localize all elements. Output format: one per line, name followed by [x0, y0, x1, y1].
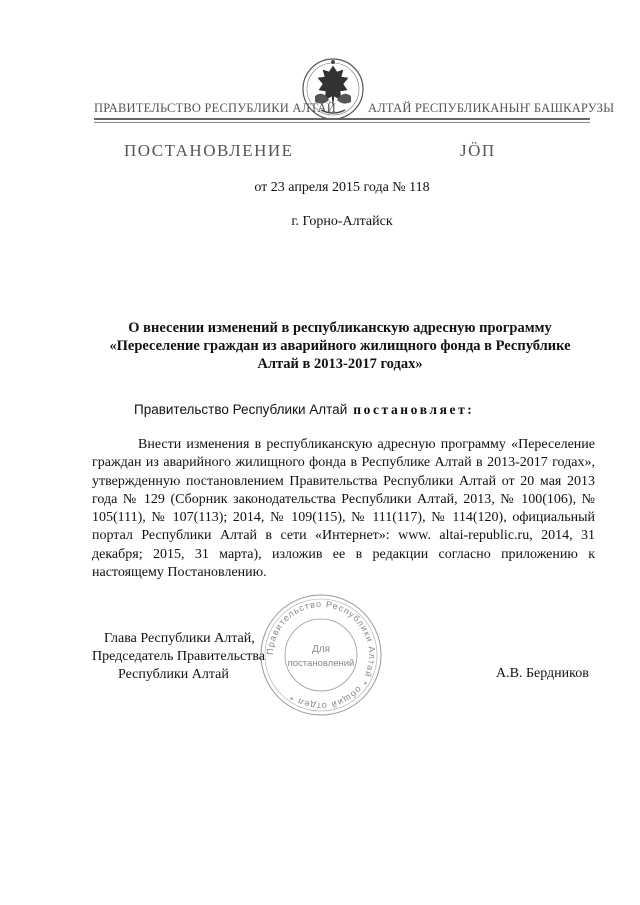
header-divider [94, 118, 590, 120]
header-government-name: ПРАВИТЕЛЬСТВО РЕСПУБЛИКИ АЛТАЙ [94, 101, 336, 115]
stamp-center-text: постановлений [287, 658, 355, 669]
title-line: Алтай в 2013-2017 годах» [257, 356, 423, 372]
document-type: ПОСТАНОВЛЕНИЕ [124, 141, 294, 160]
official-stamp-icon [258, 592, 384, 718]
document-title [80, 319, 600, 373]
document-date-number: от 23 апреля 2015 года № 118 [254, 180, 430, 195]
title-line: «Переселение граждан из аварийного жилищного фонда в Республике [109, 338, 571, 354]
document-type-altai: ЈÖП [460, 141, 496, 160]
stamp-ring-text: Правительство Республики Алтай * общий отдел * [264, 598, 378, 712]
header-divider-thin [94, 122, 590, 123]
title-line: О внесении изменений в республиканскую адресную программу [128, 320, 552, 336]
document-city: г. Горно-Алтайск [291, 214, 393, 229]
signature-line: Республики Алтай [118, 667, 229, 682]
preamble-text: Правительство Республики Алтай [134, 402, 348, 417]
stamp-center-text: Для [311, 644, 331, 655]
header-government-name-altai: АЛТАЙ РЕСПУБЛИКАНЫҤ БАШКАРУЗЫ [368, 101, 615, 115]
preamble [134, 402, 474, 418]
signature-line: Глава Республики Алтай, [104, 631, 255, 646]
preamble-emphasis: постановляет: [353, 402, 475, 417]
document-body: Внести изменения в республиканскую адресную программу «Переселение граждан из аварийного жилищного фонда в Республике Алтай в 2013-2017 годах», утвержденную постановлением Правительства Республики Алтай от 20 мая 2013 года № 129 (Сборник законодательства Республики Алтай, 2013, № 100(106), № 105(111), № 107(113); 2014, № 109(115), № 111(117), № 114(120), официальный портал Республики Алтай в сети «Интернет»: www. altai-republic.ru, 2014, 31 декабря; 2015, 31 марта), изложив ее в редакции согласно приложению к настоящему Постановлению. [92, 437, 595, 581]
signature-line: Председатель Правительства [92, 649, 265, 664]
signatory-name: А.В. Бердников [496, 666, 589, 681]
